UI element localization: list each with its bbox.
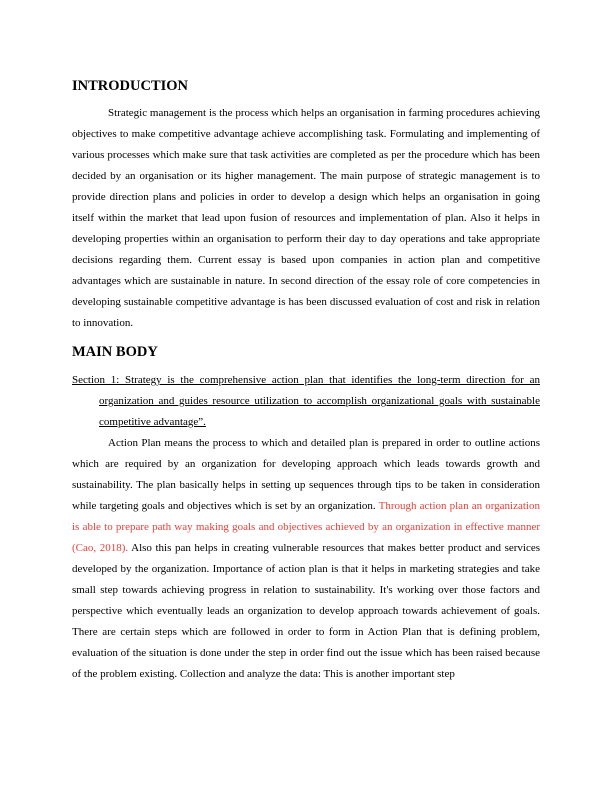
paragraph-text-end: Also this pan helps in creating vulnerable resources that makes better product and services developed by the organization. Importance of action plan is that it helps in marketing strategies and take small step towards achieving progress in relation to sustainability. It's working over those factors and perspective which eventually leads an organization to develop approach towards achievement of goals. There are certain steps which are followed in order to form in Action Plan that is defining problem, evaluation of the situation is done under the step in order find out the issue which has been raised because of the problem existing. Collection and analyze the data: This is another important step	[72, 542, 541, 680]
main-body-heading: MAIN BODY	[72, 344, 158, 360]
paragraph-text-start: Action Plan means the process to which and detailed plan is prepared in order to outline actions which are required by an organization for developing approach which leads towards growth and sustainability. The plan basically helps in setting up sequences through tips to be taken in consideration while targeting goals and objectives which is set by an organization.	[72, 437, 540, 512]
page-content	[72, 77, 540, 685]
introduction-paragraph: Strategic management is the process which helps an organisation in farming procedures achieving objectives to make competitive advantage achieve accomplishing task. Formulating and implementing of various processes which make sure that task activities are completed as per the procedure which has been decided by an organisation or its higher management. The main purpose of strategic management is to provide direction plans and policies in order to develop a design which helps an organisation in going itself within the market that lead upon fusion of resources and implementation of plan. Also it helps in developing properties within an organisation to perform their day to day operations and take appropriate decisions regarding them. Current essay is based upon companies in action plan and competitive advantages which are sustainable in nature. In second direction of the essay role of core competencies in developing sustainable competitive advantage is has been discussed evaluation of cost and risk in relation to innovation.	[72, 107, 540, 329]
action-plan-paragraph	[72, 433, 540, 685]
section-1-title: Section 1: Strategy is the comprehensive action plan that identifies the long-term direction for an organization and guides resource utilization to accomplish organizational goals with sustainable competitive advantage”.	[72, 374, 540, 428]
highlighted-citation-text: Through action plan an organization is able to prepare path way making goals and objectives achieved by an organization in effective manner (Cao, 2018).	[72, 500, 540, 554]
introduction-heading: INTRODUCTION	[72, 78, 189, 94]
